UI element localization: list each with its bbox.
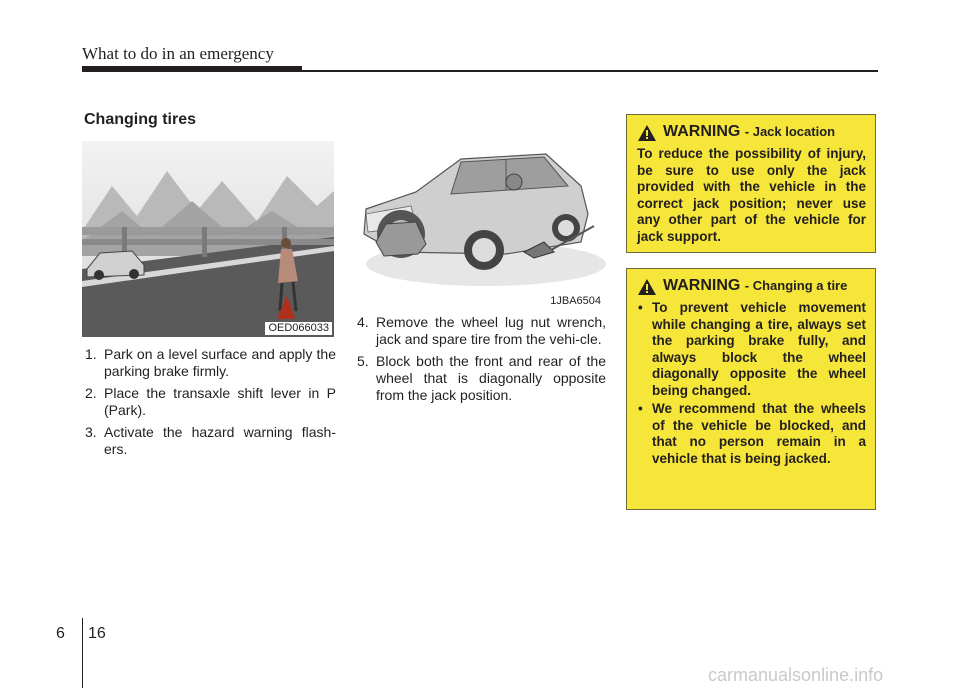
steps-list-middle [356, 314, 606, 409]
warning-triangle-icon [637, 278, 657, 296]
warning-triangle-icon [637, 124, 657, 142]
page-number: 16 [88, 625, 106, 642]
warning-word: WARNING [663, 277, 741, 294]
warning-subtitle: - Jack location [744, 124, 836, 139]
list-item: 2. Place the transaxle shift lever in P (Park). [85, 385, 336, 418]
warning-subtitle: - Changing a tire [744, 278, 848, 293]
list-item: • To prevent vehicle movement while changing a tire, always set the parking brake fully, and always block the wheel diagonally opposite the wheel being changed. [637, 300, 866, 399]
warning-list [637, 300, 866, 467]
chapter-number: 6 [56, 625, 65, 642]
warning-box-jack-location [626, 114, 876, 253]
steps-list-left [84, 346, 336, 463]
page-header-title: What to do in an emergency [82, 44, 274, 63]
header-rule [82, 70, 878, 72]
list-item: 1. Park on a level surface and apply the parking brake firmly. [85, 346, 336, 379]
list-item: 5. Block both the front and rear of the wheel that is diagonally opposite from the jack position. [357, 353, 606, 403]
list-item: • We recommend that the wheels of the vehicle be blocked, and that no person remain in a vehicle that is being jacked. [637, 401, 866, 467]
warning-header [637, 123, 866, 142]
section-title: Changing tires [84, 111, 197, 128]
roadside-illustration [82, 141, 334, 337]
warning-box-changing-tire [626, 268, 876, 510]
list-item: 4. Remove the wheel lug nut wrench, jack and spare tire from the vehi-cle. [357, 314, 606, 347]
figure-code: 1JBA6504 [547, 295, 604, 308]
watermark: carmanualsonline.info [708, 665, 884, 685]
warning-header [637, 277, 866, 296]
warning-word: WARNING [663, 123, 741, 140]
car-jack-illustration [356, 114, 606, 310]
list-item: 3. Activate the hazard warning flash-ers. [85, 424, 336, 457]
warning-text: To reduce the possibility of injury, be sure to use only the jack provided with the vehicle in the correct jack position; never use any other part of the vehicle for jack support. [637, 146, 866, 244]
figure-code: OED066033 [265, 322, 332, 335]
footer-divider [82, 618, 83, 688]
